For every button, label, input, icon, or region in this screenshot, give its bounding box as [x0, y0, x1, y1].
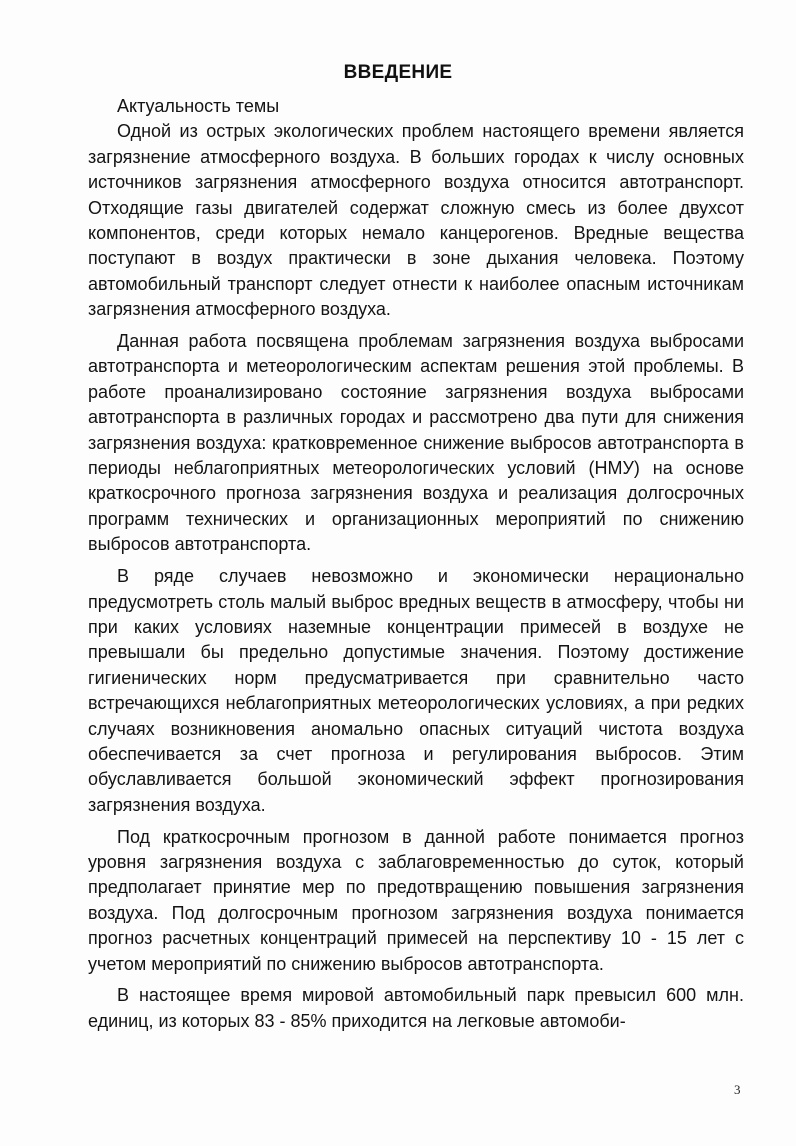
paragraph: Данная работа посвящена проблемам загрязнения воздуха выбросами автотранспорта и метеорологическим аспектам решения этой проблемы. В работе проанализировано состояние загрязнения воздуха выбросами автотранспорта в различных городах и рассмотрено два пути для снижения загрязнения воздуха: кратковременное снижение выбросов автотранспорта в периоды неблагоприятных метеорологических условий (НМУ) на основе краткосрочного прогноза загрязнения воздуха и реализация долгосрочных программ технических и организационных мероприятий по снижению выбросов автотранспорта. — [88, 331, 744, 555]
page-number: 3 — [734, 1082, 741, 1097]
section-subheading: Актуальность темы — [117, 96, 280, 116]
page-title: ВВЕДЕНИЕ — [343, 62, 453, 83]
paragraph: В ряде случаев невозможно и экономически нерационально предусмотреть столь малый выброс вредных веществ в атмосферу, чтобы ни при каких условиях наземные концентрации примесей в воздухе не превышали бы предельно допустимые значения. Поэтому достижение гигиенических норм предусматривается при сравнительно часто встречающихся неблагоприятных метеорологических условиях, а при редких случаях возникновения аномально опасных ситуаций чистота воздуха обеспечивается за счет прогноза и регулирования выбросов. Этим обуславливается большой экономический эффект прогнозирования загрязнения воздуха. — [88, 566, 744, 815]
body-text — [88, 94, 744, 1041]
paragraph: В настоящее время мировой автомобильный парк превысил 600 млн. единиц, из которых 83 - 85% приходится на легковые автомоби- — [88, 985, 744, 1031]
paragraph: Под краткосрочным прогнозом в данной работе понимается прогноз уровня загрязнения воздуха с заблаговременностью до суток, который предполагает принятие мер по предотвращению повышения загрязнения воздуха. Под долгосрочным прогнозом загрязнения воздуха понимается прогноз расчетных концентраций примесей на перспективу 10 - 15 лет с учетом мероприятий по снижению выбросов автотранспорта. — [88, 826, 744, 974]
paragraph: Одной из острых экологических проблем настоящего времени является загрязнение атмосферного воздуха. В больших городах к числу основных источников загрязнения атмосферного воздуха относится автотранспорт. Отходящие газы двигателей содержат сложную смесь из более двухсот компонентов, среди которых немало канцерогенов. Вредные вещества поступают в воздух практически в зоне дыхания человека. Поэтому автомобильный транспорт следует отнести к наиболее опасным источникам загрязнения атмосферного воздуха. — [88, 121, 744, 320]
